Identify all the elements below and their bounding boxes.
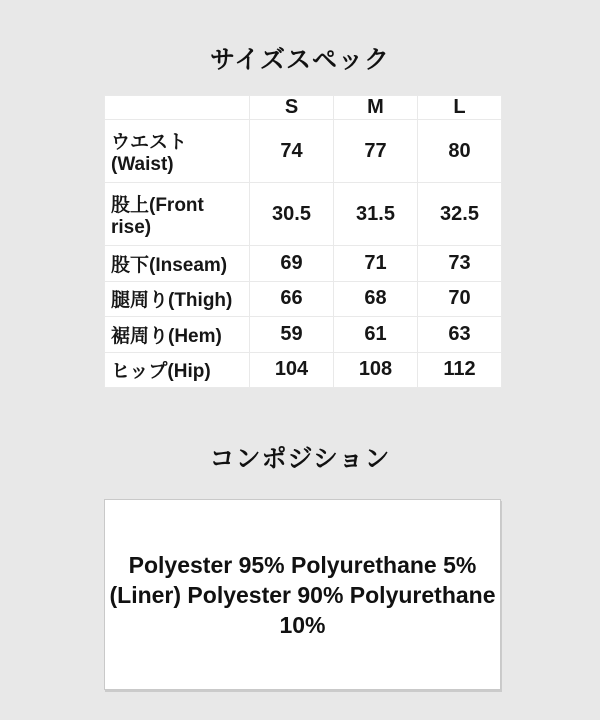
row-label: 腿周り(Thigh): [105, 281, 250, 316]
table-row-hem: [105, 317, 502, 352]
row-label: 股上(Front rise): [105, 183, 250, 246]
size-spec-table: [104, 95, 502, 388]
cell-value: 59: [250, 317, 334, 352]
cell-value: 63: [418, 317, 502, 352]
size-col-header-s: S: [250, 96, 334, 120]
table-row-front-rise: [105, 183, 502, 246]
cell-value: 74: [250, 120, 334, 183]
table-row-waist: [105, 120, 502, 183]
cell-value: 68: [334, 281, 418, 316]
cell-value: 77: [334, 120, 418, 183]
composition-text-line-3: 10%: [279, 611, 326, 638]
cell-value: 112: [418, 352, 502, 387]
cell-value: 30.5: [250, 183, 334, 246]
size-col-header-m: M: [334, 96, 418, 120]
composition-box: [104, 499, 501, 690]
cell-value: 70: [418, 281, 502, 316]
composition-title: コンポジション: [209, 445, 391, 473]
cell-value: 104: [250, 352, 334, 387]
cell-value: 71: [334, 246, 418, 281]
table-row-inseam: [105, 246, 502, 281]
cell-value: 73: [418, 246, 502, 281]
cell-value: 32.5: [418, 183, 502, 246]
row-label: 裾周り(Hem): [105, 317, 250, 352]
row-label: ウエスト(Waist): [105, 120, 250, 183]
cell-value: 61: [334, 317, 418, 352]
size-col-header-l: L: [418, 96, 502, 120]
size-table-corner-cell: [105, 96, 250, 120]
size-spec-title: サイズスペック: [209, 46, 390, 74]
cell-value: 66: [250, 281, 334, 316]
table-row-hip: [105, 352, 502, 387]
table-row-thigh: [105, 281, 502, 316]
size-table-header-row: [105, 96, 502, 120]
row-label: ヒップ(Hip): [105, 352, 250, 387]
composition-text-line-1: Polyester 95% Polyurethane 5%: [128, 551, 477, 578]
cell-value: 80: [418, 120, 502, 183]
row-label: 股下(Inseam): [105, 246, 250, 281]
cell-value: 31.5: [334, 183, 418, 246]
cell-value: 108: [334, 352, 418, 387]
cell-value: 69: [250, 246, 334, 281]
composition-text-line-2: (Liner) Polyester 90% Polyurethane: [109, 581, 496, 608]
